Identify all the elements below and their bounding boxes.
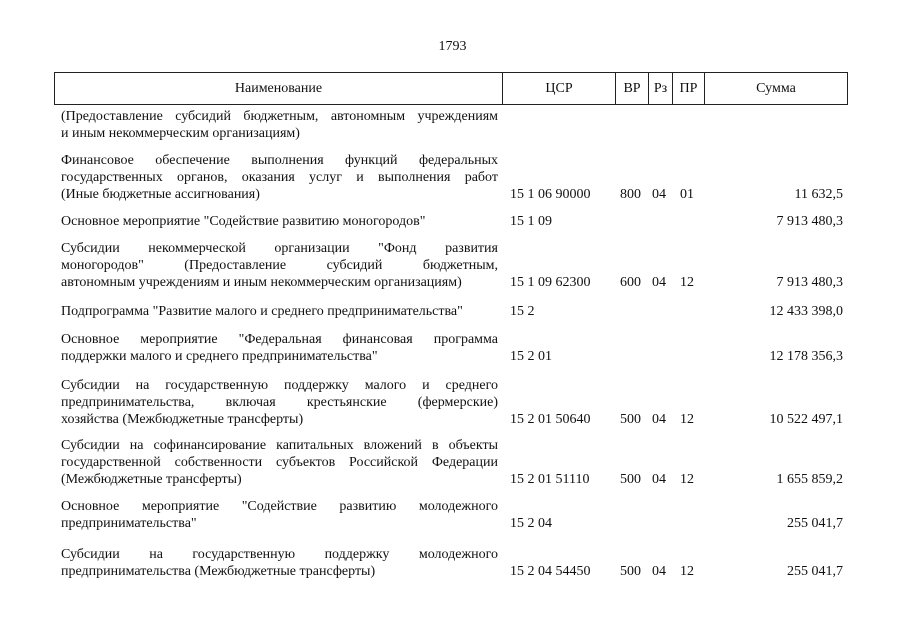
table-row <box>0 213 905 230</box>
row-name-line: автономным учреждениям и иным некоммерческим организациям) <box>61 275 462 290</box>
row-name-line: Финансовое обеспечение выполнения функций федеральных <box>61 153 498 168</box>
row-rz: 04 <box>652 564 666 579</box>
row-name <box>61 152 498 203</box>
row-sum: 7 913 480,3 <box>776 275 843 290</box>
table-row <box>0 331 905 365</box>
row-csr: 15 1 09 62300 <box>510 275 591 290</box>
row-csr: 15 2 01 51110 <box>510 472 590 487</box>
row-sum: 255 041,7 <box>787 564 843 579</box>
row-sum: 7 913 480,3 <box>776 214 843 229</box>
row-rz: 04 <box>652 412 666 427</box>
table-header <box>54 72 848 105</box>
row-name-line: Подпрограмма "Развитие малого и среднего предпринимательства" <box>61 304 463 319</box>
row-vr: 600 <box>620 275 641 290</box>
table-row <box>0 108 905 142</box>
row-name-line: (Предоставление субсидий бюджетным, автономным учреждениям <box>61 109 498 124</box>
row-name <box>61 437 498 488</box>
row-name <box>61 498 498 532</box>
row-name-line: Субсидии на государственную поддержку малого и среднего <box>61 378 498 393</box>
row-vr: 500 <box>620 472 641 487</box>
row-pr: 01 <box>680 187 694 202</box>
row-name-line: Основное мероприятие "Содействие развитию моногородов" <box>61 214 426 229</box>
row-csr: 15 2 <box>510 304 535 319</box>
header-vr: ВР <box>615 73 648 104</box>
row-rz: 04 <box>652 472 666 487</box>
row-name-line: Субсидии на софинансирование капитальных вложений в объекты <box>61 438 498 453</box>
row-name-line: предпринимательства" <box>61 516 197 531</box>
row-csr: 15 2 01 50640 <box>510 412 591 427</box>
table-row <box>0 152 905 203</box>
row-name <box>61 213 498 230</box>
row-name-line: Субсидии некоммерческой организации "Фонд развития <box>61 241 498 256</box>
header-pr: ПР <box>672 73 704 104</box>
row-pr: 12 <box>680 472 694 487</box>
row-name-line: (Межбюджетные трансферты) <box>61 472 242 487</box>
row-csr: 15 2 04 54450 <box>510 564 591 579</box>
row-rz: 04 <box>652 187 666 202</box>
row-name-line: моногородов" (Предоставление субсидий бюджетным, <box>61 258 498 273</box>
row-name <box>61 331 498 365</box>
table-row <box>0 240 905 291</box>
row-sum: 1 655 859,2 <box>776 472 843 487</box>
row-sum: 10 522 497,1 <box>769 412 843 427</box>
table-row <box>0 303 905 320</box>
row-name <box>61 240 498 291</box>
row-name-line: предпринимательства, включая крестьянские (фермерские) <box>61 395 498 410</box>
row-sum: 255 041,7 <box>787 516 843 531</box>
row-csr: 15 1 06 90000 <box>510 187 591 202</box>
header-name: Наименование <box>234 81 323 96</box>
row-name-line: государственных органов, оказания услуг и выполнения работ <box>61 170 498 185</box>
row-name-line: Субсидии на государственную поддержку молодежного <box>61 547 498 562</box>
row-name-line: (Иные бюджетные ассигнования) <box>61 187 260 202</box>
header-rz: Рз <box>648 73 672 104</box>
row-name-line: и иным некоммерческим организациям) <box>61 126 300 141</box>
row-vr: 500 <box>620 564 641 579</box>
row-name-line: хозяйства (Межбюджетные трансферты) <box>61 412 304 427</box>
row-pr: 12 <box>680 564 694 579</box>
row-sum: 11 632,5 <box>794 187 843 202</box>
row-csr: 15 2 04 <box>510 516 552 531</box>
row-name <box>61 108 498 142</box>
row-csr: 15 1 09 <box>510 214 552 229</box>
row-name <box>61 303 498 320</box>
row-name <box>61 377 498 428</box>
row-rz: 04 <box>652 275 666 290</box>
table-row <box>0 546 905 580</box>
page-number: 1793 <box>438 39 467 54</box>
row-name-line: предпринимательства (Межбюджетные трансферты) <box>61 564 376 579</box>
header-csr: ЦСР <box>502 73 615 104</box>
row-sum: 12 178 356,3 <box>769 349 843 364</box>
table-row <box>0 437 905 488</box>
row-name-line: поддержки малого и среднего предпринимательства" <box>61 349 378 364</box>
row-name <box>61 546 498 580</box>
row-name-line: Основное мероприятие "Федеральная финансовая программа <box>61 332 498 347</box>
table-row <box>0 377 905 428</box>
row-name-line: государственной собственности субъектов Российской Федерации <box>61 455 498 470</box>
header-sum: Сумма <box>704 73 847 104</box>
row-vr: 800 <box>620 187 641 202</box>
row-name-line: Основное мероприятие "Содействие развитию молодежного <box>61 499 498 514</box>
row-pr: 12 <box>680 412 694 427</box>
row-csr: 15 2 01 <box>510 349 552 364</box>
table-row <box>0 498 905 532</box>
row-pr: 12 <box>680 275 694 290</box>
row-sum: 12 433 398,0 <box>769 304 843 319</box>
row-vr: 500 <box>620 412 641 427</box>
